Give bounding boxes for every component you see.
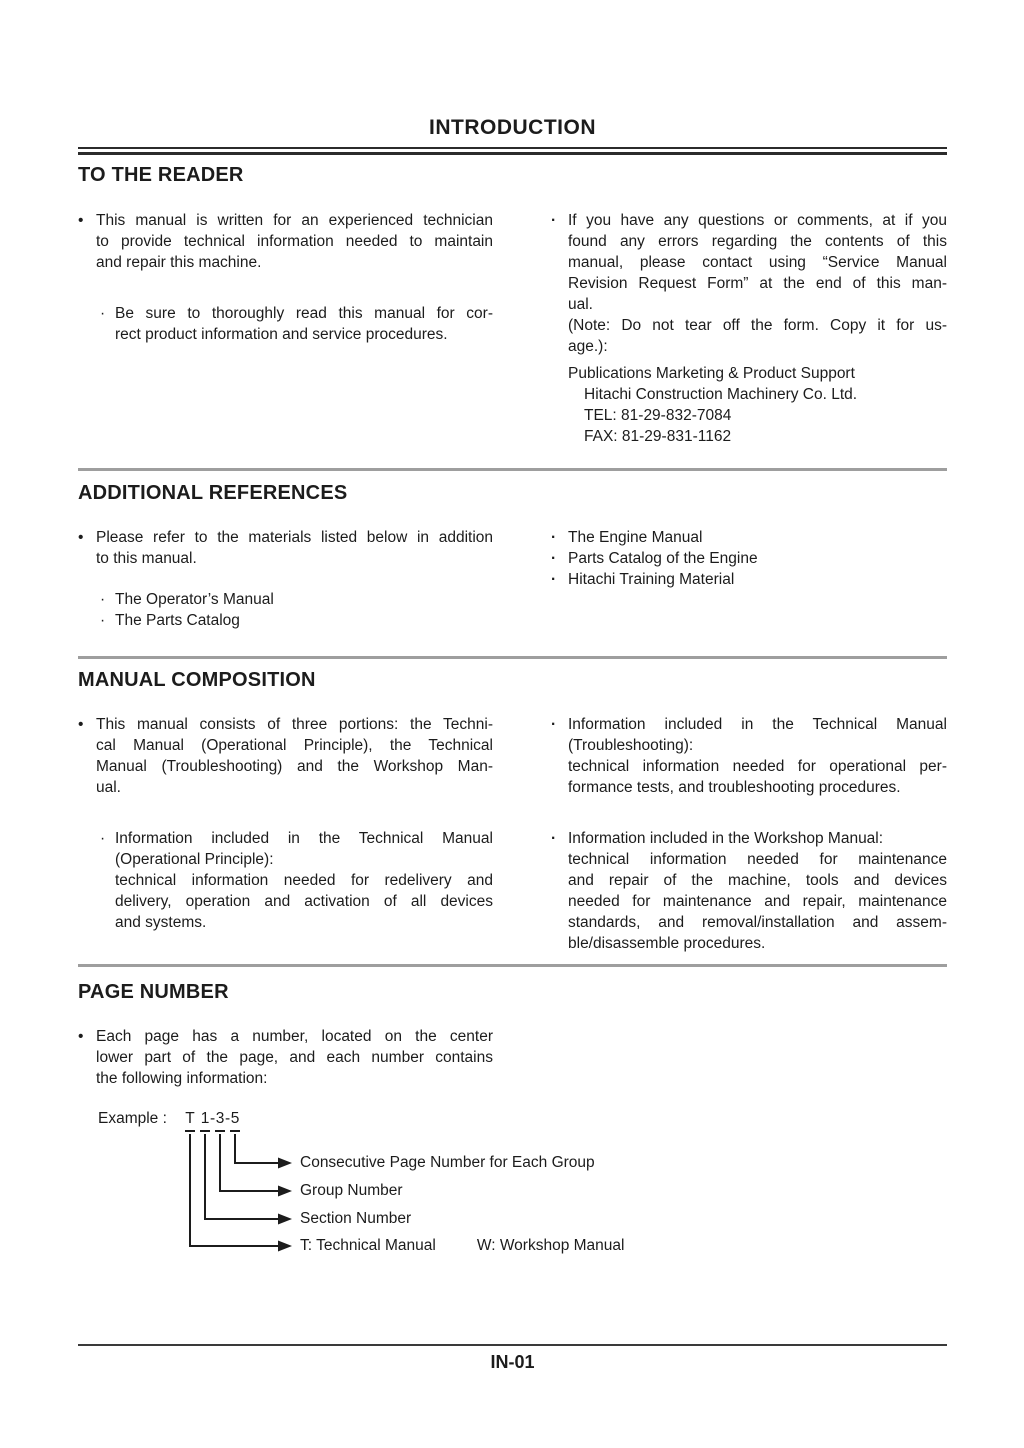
diagram-label-consecutive-page: Consecutive Page Number for Each Group	[300, 1154, 595, 1171]
bullet-item	[78, 1026, 493, 1089]
bullet-item-text: Parts Catalog of the Engine	[568, 550, 758, 567]
dot-icon: ·	[551, 529, 557, 546]
bullet-item-text: Information included in the Workshop Manual: technical information needed for maintenance and repair of the machine, tools and devices needed for maintenance and repair, maintenance standards, and removal/installation and assem- ble/disassemble procedures.	[568, 830, 947, 952]
column-right	[551, 527, 947, 631]
section-to-the-reader	[78, 210, 947, 447]
diagram-label-workshop-manual: W: Workshop Manual	[476, 1237, 625, 1254]
section-page-number	[78, 1026, 493, 1089]
arrowhead-icon	[278, 1241, 292, 1252]
bullet-item-text: This manual consists of three portions: the Techni- cal Manual (Operational Principle), the Technical Manual (Troubleshooting) and the Workshop Man- ual.	[96, 716, 493, 796]
bullet-item-text: The Operator’s Manual	[115, 591, 274, 608]
title-double-rule	[78, 147, 947, 155]
section-separator	[78, 656, 947, 659]
section-additional-references	[78, 527, 947, 631]
footer-rule	[78, 1344, 947, 1346]
dot-icon: ·	[551, 571, 557, 588]
section-heading-to-the-reader: TO THE READER	[78, 164, 244, 186]
section-heading-page-number: PAGE NUMBER	[78, 981, 229, 1003]
section-heading-additional-references: ADDITIONAL REFERENCES	[78, 482, 348, 504]
column-left	[78, 714, 493, 954]
bullet-item	[100, 303, 493, 345]
publications-contact-block: Publications Marketing & Product Support Hitachi Construction Machinery Co. Ltd. TEL: 81-29-832-7084 FAX: 81-29-831-1162	[568, 365, 858, 445]
page-footer-number: IN-01	[490, 1352, 535, 1372]
bullet-item	[100, 589, 493, 610]
bullet-item-text: The Parts Catalog	[115, 612, 240, 629]
diagram-label-group-number: Group Number	[300, 1182, 403, 1199]
bullet-item	[551, 210, 947, 357]
bullet-item-text: Be sure to thoroughly read this manual for cor- rect product information and service procedures.	[115, 305, 493, 343]
example-label: Example :	[98, 1110, 167, 1127]
bullet-item	[551, 714, 947, 798]
bullet-item-text: Each page has a number, located on the center lower part of the page, and each number contains the following information:	[96, 1028, 493, 1087]
bullet-item	[551, 569, 947, 590]
bullet-item-text: Information included in the Technical Manual (Operational Principle): technical information needed for redelivery and delivery, operation and activation of all devices and systems.	[115, 830, 493, 931]
section-separator	[78, 468, 947, 471]
column-right	[551, 210, 947, 447]
bullet-icon: •	[78, 716, 84, 733]
dot-icon: ·	[551, 830, 557, 847]
bullet-icon: •	[78, 212, 84, 229]
bullet-item	[100, 828, 493, 933]
bullet-item	[100, 610, 493, 631]
section-manual-composition	[78, 714, 947, 954]
bullet-item-text: Please refer to the materials listed below in addition to this manual.	[96, 529, 493, 567]
diagram-label-technical-manual: T: Technical Manual	[300, 1237, 436, 1254]
page-title: INTRODUCTION	[429, 116, 596, 139]
dot-icon: ·	[551, 212, 557, 229]
bullet-item-text: Hitachi Training Material	[568, 571, 735, 588]
dot-icon: ·	[100, 612, 106, 629]
arrowhead-icon	[278, 1214, 292, 1225]
dot-icon: ·	[551, 550, 557, 567]
bullet-item	[551, 828, 947, 954]
section-heading-manual-composition: MANUAL COMPOSITION	[78, 669, 316, 691]
dot-icon: ·	[100, 591, 106, 608]
bullet-item	[551, 527, 947, 548]
bullet-item	[78, 527, 493, 569]
bullet-item	[551, 548, 947, 569]
column-right	[551, 714, 947, 954]
bullet-item-text: This manual is written for an experienced technician to provide technical information needed to maintain and repair this machine.	[96, 212, 493, 271]
bullet-item	[78, 210, 493, 273]
page-number-diagram	[78, 1108, 947, 1283]
bullet-item	[78, 714, 493, 798]
bullet-icon: •	[78, 1028, 84, 1045]
column-left	[78, 210, 493, 447]
diagram-label-manual-type	[300, 1235, 624, 1256]
dot-icon: ·	[100, 830, 106, 847]
dot-icon: ·	[100, 305, 106, 322]
bullet-item-text: If you have any questions or comments, at if you found any errors regarding the contents of this manual, please contact using “Service Manual Revision Request Form” at the end of this man- ual. (Note: Do not tear off the form. Copy it for us- age.):	[568, 212, 947, 355]
column-left	[78, 527, 493, 631]
bullet-item-text: Information included in the Technical Manual (Troubleshooting): technical information needed for operational per- formance tests, and troubleshooting procedures.	[568, 716, 947, 796]
section-separator	[78, 964, 947, 967]
bullet-icon: •	[78, 529, 84, 546]
example-code: T 1-3-5	[185, 1108, 240, 1132]
diagram-label-section-number: Section Number	[300, 1210, 412, 1227]
bullet-item-text: The Engine Manual	[568, 529, 703, 546]
dot-icon: ·	[551, 716, 557, 733]
arrowhead-icon	[278, 1186, 292, 1197]
arrowhead-icon	[278, 1158, 292, 1169]
